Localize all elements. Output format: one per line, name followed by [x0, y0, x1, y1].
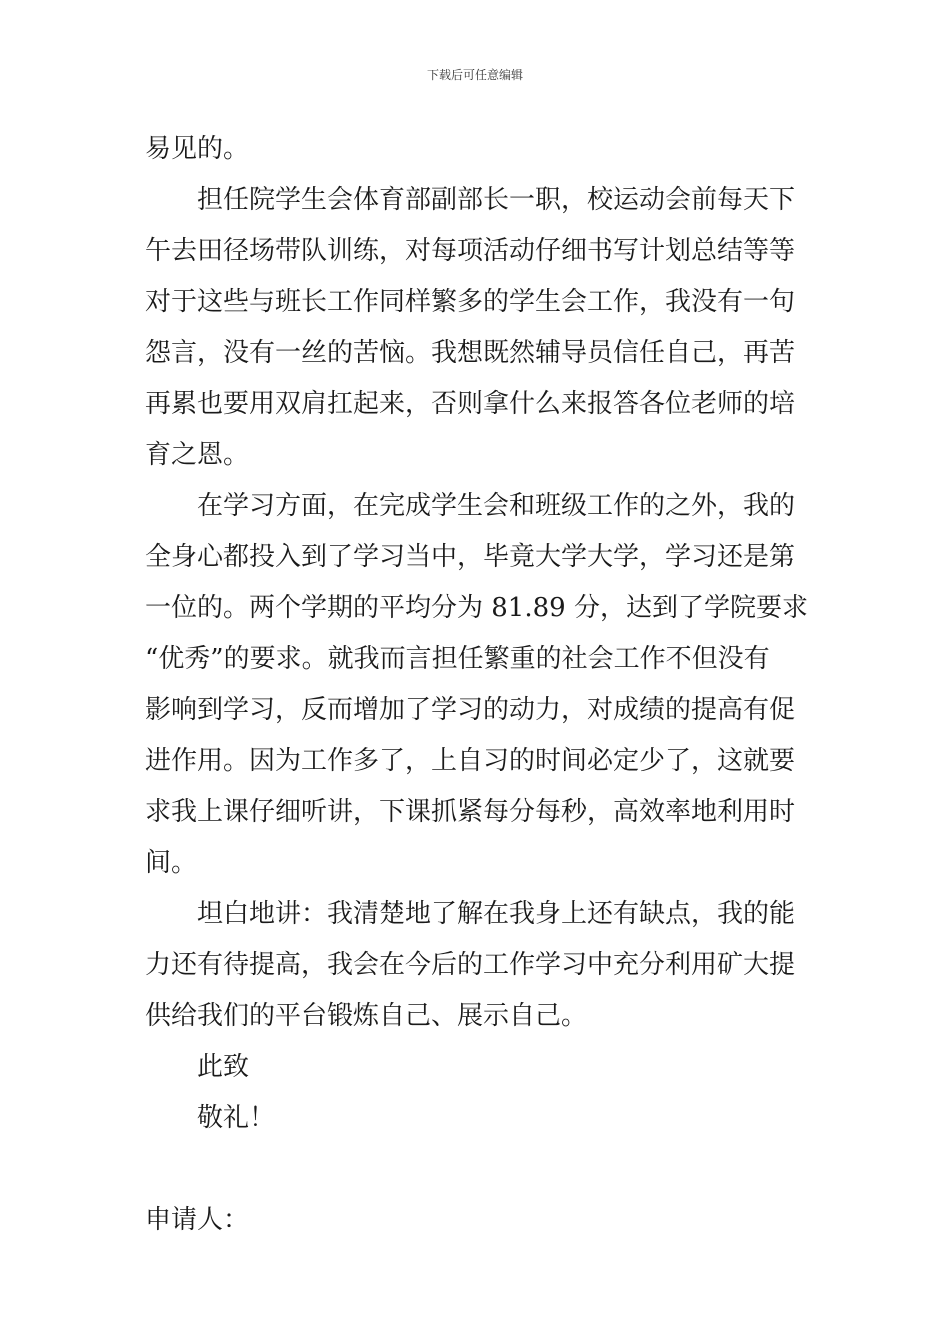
text-line: 供给我们的平台锻炼自己、展示自己。	[145, 1001, 588, 1031]
text-line: 易见的。	[145, 134, 250, 164]
paragraph-start: 担任院学生会体育部副部长一职，校运动会前每天下	[197, 185, 796, 215]
closing-regards: 敬礼！	[197, 1103, 276, 1133]
text-line: 对于这些与班长工作同样繁多的学生会工作，我没有一句	[145, 287, 796, 317]
text-line: 全身心都投入到了学习当中，毕竟大学大学，学习还是第	[145, 542, 796, 572]
paragraph-start: 坦白地讲：我清楚地了解在我身上还有缺点，我的能	[197, 899, 796, 929]
header-note: 下载后可任意编辑	[426, 68, 523, 82]
text-line: 求我上课仔细听讲，下课抓紧每分每秒，高效率地利用时	[145, 797, 796, 827]
text-line: 间。	[145, 848, 198, 878]
closing-salutation: 此致	[197, 1052, 250, 1082]
applicant-label: 申请人：	[145, 1205, 250, 1235]
text-line: 午去田径场带队训练，对每项活动仔细书写计划总结等等	[145, 236, 796, 266]
text-line: 影响到学习，反而增加了学习的动力，对成绩的提高有促	[145, 695, 796, 725]
text-line: 育之恩。	[145, 440, 250, 470]
text-line: 一位的。两个学期的平均分为 81.89 分，达到了学院要求	[145, 593, 808, 623]
text-line: 力还有待提高，我会在今后的工作学习中充分利用矿大提	[145, 950, 796, 980]
text-line: 进作用。因为工作多了，上自习的时间必定少了，这就要	[145, 746, 796, 776]
spacer	[145, 1144, 810, 1195]
text-line: 再累也要用双肩扛起来，否则拿什么来报答各位老师的培	[145, 389, 796, 419]
text-line: 怨言，没有一丝的苦恼。我想既然辅导员信任自己，再苦	[145, 338, 796, 368]
text-line: “优秀”的要求。就我而言担任繁重的社会工作不但没有	[145, 644, 770, 674]
letter-body	[145, 124, 810, 1246]
paragraph-start: 在学习方面，在完成学生会和班级工作的之外，我的	[197, 491, 796, 521]
